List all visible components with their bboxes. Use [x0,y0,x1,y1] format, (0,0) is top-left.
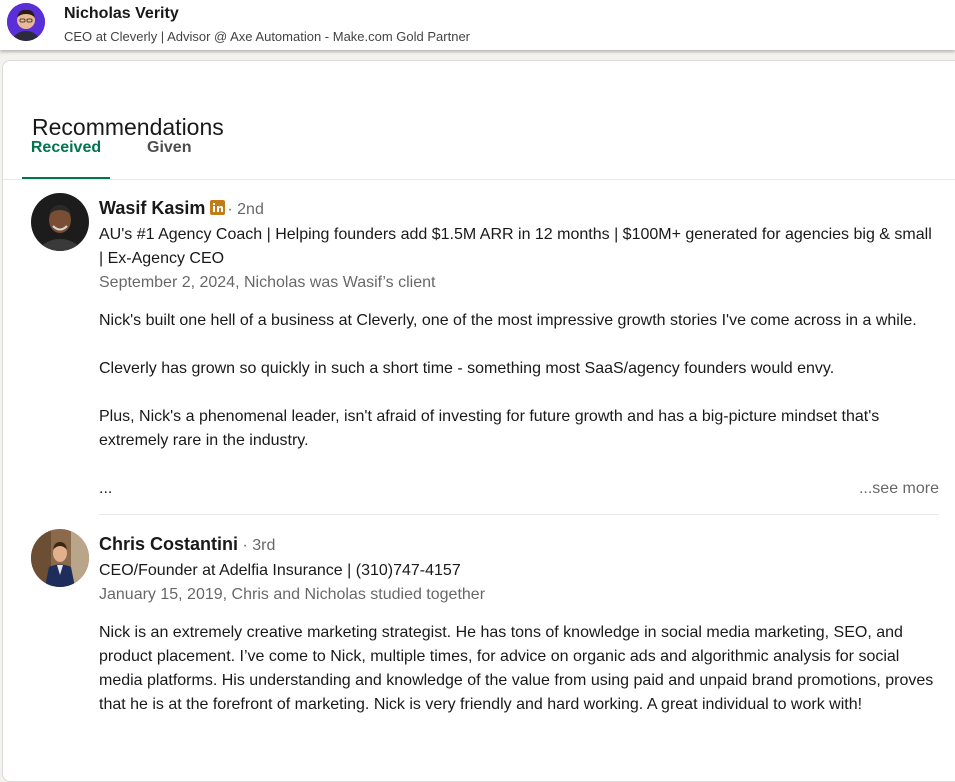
recommendation-text [99,621,941,717]
recommendations-card [2,60,955,782]
recommender-name[interactable]: Chris Costantini [99,534,239,554]
section-title: Recommendations [32,114,224,141]
profile-avatar[interactable] [7,3,45,41]
profile-headline: CEO at Cleverly | Advisor @ Axe Automation - Make.com Gold Partner [64,29,471,44]
recommendation-divider [99,514,939,515]
recommendation-paragraph: Nick's built one hell of a business at Cleverly, one of the most impressive growth stories I've come across in a while. [99,312,917,329]
recommendation-meta: January 15, 2019, Chris and Nicholas studied together [99,586,486,603]
recommendation-text [99,309,941,453]
recommender-name-line [99,196,264,222]
recommendation-meta: September 2, 2024, Nicholas was Wasif’s client [99,274,436,291]
recommender-avatar[interactable] [31,529,89,587]
recommendation-paragraph: Plus, Nick's a phenomenal leader, isn't afraid of investing for future growth and has a big-picture mindset that's extremely rare in the industry. [99,408,880,449]
truncation-ellipsis: ... [99,480,113,497]
recommendation-paragraph: Cleverly has grown so quickly in such a short time - something most SaaS/agency founders would envy. [99,360,835,377]
linkedin-premium-icon [210,199,225,214]
profile-name: Nicholas Verity [64,5,179,22]
profile-sticky-header [0,0,955,50]
connection-degree: · 3rd [242,537,276,554]
recommender-avatar[interactable] [31,193,89,251]
recommender-name-line [99,532,275,558]
tab-given[interactable]: Given [147,139,192,156]
recommendation-paragraph: Nick is an extremely creative marketing strategist. He has tons of knowledge in social media marketing, SEO, and product placement. I’ve come to Nick, multiple times, for advice on organic ads and algorithmic analysis for social media platforms. His understanding and knowledge of the value from using paid and unpaid brand promotions, proves that he is at the forefront of marketing. Nick is very friendly and hard working. A great individual to work with! [99,624,934,713]
tab-received[interactable]: Received [22,131,110,179]
recommender-name[interactable]: Wasif Kasim [99,198,206,218]
recommendation-tabs [3,131,955,180]
connection-degree: · 2nd [227,201,264,218]
see-more-button[interactable]: ...see more [858,480,939,497]
recommender-headline: CEO/Founder at Adelfia Insurance | (310)747-4157 [99,562,461,579]
recommender-headline: AU's #1 Agency Coach | Helping founders add $1.5M ARR in 12 months | $100M+ generated for agencies big & small | Ex-Agency CEO [99,226,932,267]
